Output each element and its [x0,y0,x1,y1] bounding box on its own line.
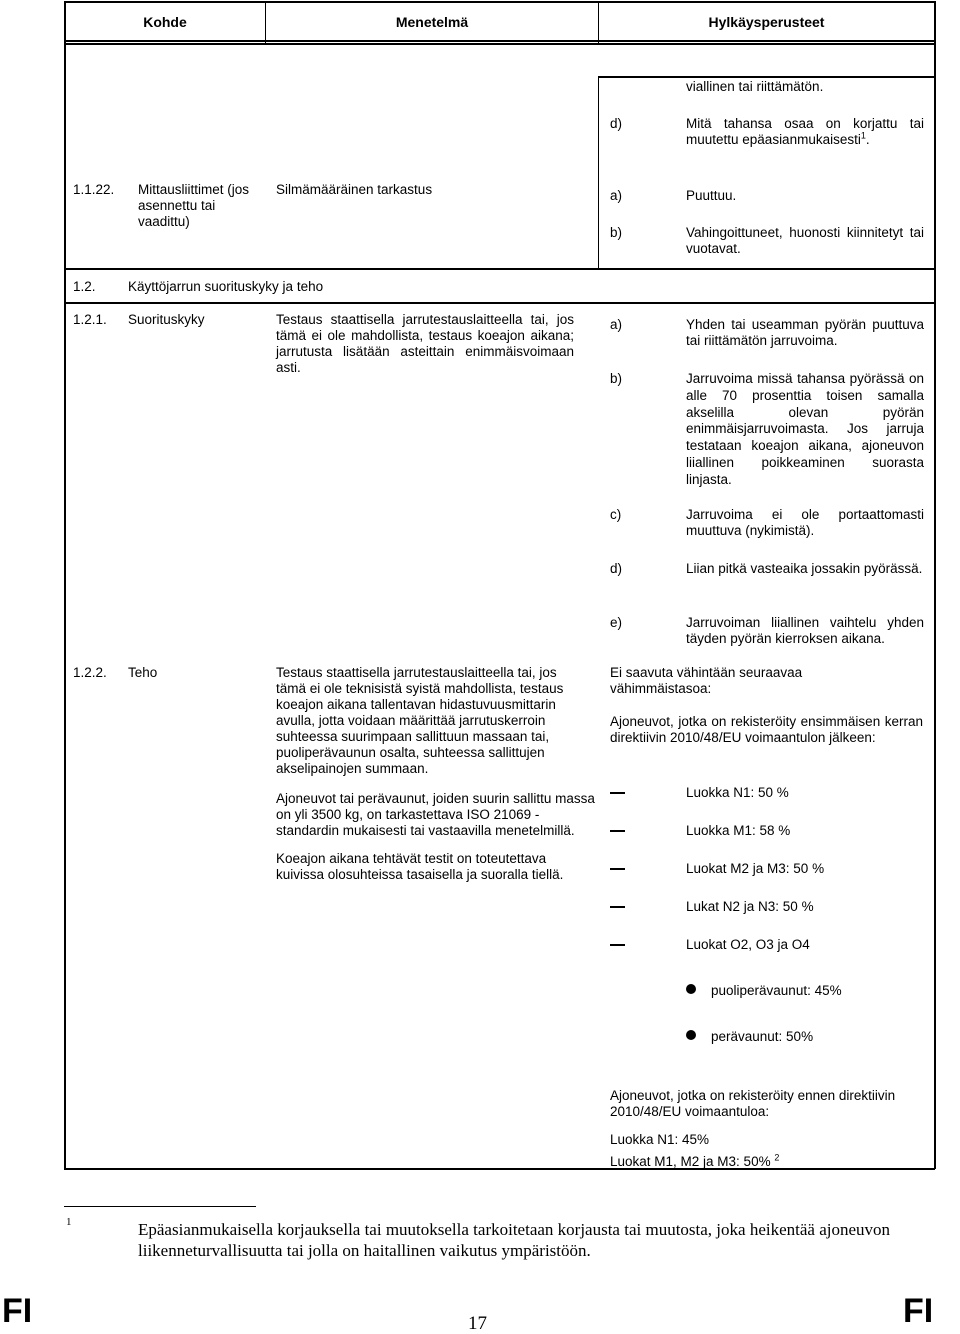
section-12-number: 1.2. [73,279,96,294]
row-121-b-label: b) [610,371,623,386]
dash-marker-3 [610,868,625,870]
bullet-item-2: perävaunut: 50% [711,1029,814,1044]
bullet-item-1: puoliperävaunut: 45% [711,983,842,998]
cont-d-text: Mitä tahansa osaa on korjattu tai muutettu epäasianmukaisesti$^1$. [686,116,924,147]
bullet-icon-1 [686,984,696,994]
section-12-title: Käyttöjarrun suorituskyky ja teho [128,279,324,294]
table-border-bottom [64,1168,935,1170]
cont-text: viallinen tai riittämätön. [686,79,824,94]
row-122-number: 1.2.2. [73,665,107,680]
row-1122-number: 1.1.22. [73,182,115,197]
group2-line1: Luokka N1: 45% [610,1132,710,1147]
row-1122-method: Silmämääräinen tarkastus [276,182,433,197]
row-121-number: 1.2.1. [73,312,107,327]
dash-item-3: Luokat M2 ja M3: 50 % [686,861,825,876]
row-121-method: Testaus staattisella jarrutestauslaitteella tai, jos tämä ei ole mahdollista, testaus koeajon aikana; jarrutusta lisätään asteittain enimmäisvoimaan asti. [276,312,574,375]
row-122-method-p2: Ajoneuvot tai perävaunut, joiden suurin sallittu massa on yli 3500 kg, on tarkastettava ISO 21069 -standardin mukaisesti tai vastaavilla menetelmillä. [276,791,595,838]
footnote-separator [64,1206,256,1207]
page-number: 17 [468,1313,487,1334]
reject-intro: Ei saavuta vähintään seuraavaa vähimmäistasoa: [610,665,803,696]
dash-marker-1 [610,792,625,794]
header-menetelma: Menetelmä [395,14,469,30]
group2-line2: Luokat M1, M2 ja M3: 50% $^2$ [610,1152,780,1169]
row-divider-121 [64,302,935,304]
header-hylkaysperusteet: Hylkäysperusteet [708,14,825,30]
dash-item-1: Luokka N1: 50 % [686,785,789,800]
header-divider-2 [64,43,935,45]
footnote-ref-1: 1 [860,130,866,141]
row-121-a-label: a) [610,317,623,332]
row-121-d-label: d) [610,561,623,576]
dash-item-2: Luokka M1: 58 % [686,823,791,838]
col-sep-cont [598,76,599,268]
footnote-ref-2: 2 [774,1152,780,1163]
row-divider-cont [598,76,935,78]
row-1122-b-label: b) [610,225,623,240]
header-kohde: Kohde [143,14,187,30]
footnote-text: Epäasianmukaisella korjauksella tai muutoksella tarkoitetaan korjausta tai muutosta, joka heikentää ajoneuvon liikenneturvallisuutta tai jolla on haitallinen vaikutus ympäristöön. [138,1220,891,1260]
row-121-a-text: Yhden tai useamman pyörän puuttuva tai riittämätön jarruvoima. [686,317,924,348]
dash-marker-5 [610,944,625,946]
dash-marker-4 [610,906,625,908]
table-border-left [64,1,66,1169]
dash-marker-2 [610,830,625,832]
row-121-c-label: c) [610,507,622,522]
table-border-top [64,1,935,3]
header-divider-1 [64,40,935,42]
row-121-kohde: Suorituskyky [128,312,205,327]
dash-item-5: Luokat O2, O3 ja O4 [686,937,810,952]
row-121-e-label: e) [610,615,623,630]
row-121-e-text: Jarruvoiman liiallinen vaihtelu yhden täyden pyörän kierroksen aikana. [686,615,924,646]
footer-fi-right: FI [903,1292,934,1330]
row-1122-b-text: Vahingoittuneet, huonosti kiinnitetyt tai vuotavat. [686,225,924,256]
row-121-c-text: Jarruvoima ei ole portaattomasti muuttuva (nykimistä). [686,507,924,538]
row-122-kohde: Teho [128,665,158,680]
row-1122-kohde: Mittausliittimet (jos asennettu tai vaadittu) [138,182,250,229]
row-121-d-text: Liian pitkä vasteaika jossakin pyörässä. [686,561,923,576]
reject-group2: Ajoneuvot, jotka on rekisteröity ennen direktiivin 2010/48/EU voimaantuloa: [610,1088,896,1119]
bullet-icon-2 [686,1030,696,1040]
row-divider-12 [64,268,935,270]
table-border-right [934,1,936,1169]
reject-group1: Ajoneuvot, jotka on rekisteröity ensimmäisen kerran direktiivin 2010/48/EU voimaantulon jälkeen: [610,714,923,745]
dash-item-4: Lukat N2 ja N3: 50 % [686,899,814,914]
row-1122-a-label: a) [610,188,623,203]
row-122-method-p1: Testaus staattisella jarrutestauslaitteella tai, jos tämä ei ole teknisistä syistä mahdollista, testaus koeajon aikana tallentavan hidastuvuusmittarin avulla, jotta voidaan määrittää jarrutuskerroin suhteessa suurimpaan sallittuun massaan tai, puoliperävaunun osalta, suhteessa sallittujen akselipainojen summaan. [276,665,564,776]
cont-d-label: d) [610,116,623,131]
row-122-method-p3: Koeajon aikana tehtävät testit on toteutettava kuivissa olosuhteissa tasaisella ja suoralla tiellä. [276,851,564,882]
footnote-mark: 1 [66,1216,72,1228]
footer-fi-left: FI [2,1292,33,1330]
row-1122-a-text: Puuttuu. [686,188,737,203]
row-121-b-text: Jarruvoima missä tahansa pyörässä on alle 70 prosenttia toisen samalla akselilla olevan pyörän enimmäisjarruvoimasta. Jos jarruja testataan koeajon aikana, ajoneuvon liiallinen poikkeaminen suorasta linjasta. [686,371,924,487]
